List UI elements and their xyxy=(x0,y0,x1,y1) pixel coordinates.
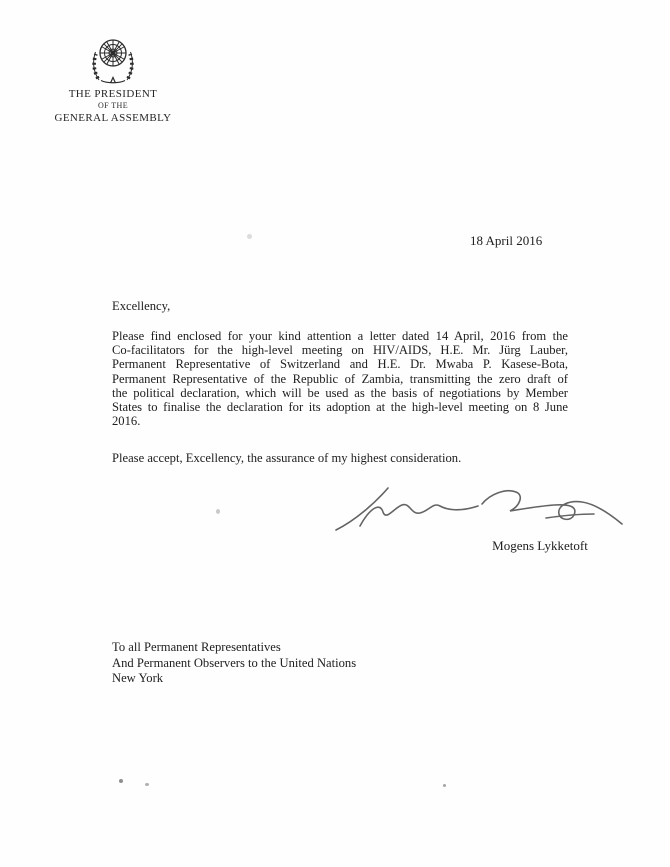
letter-date: 18 April 2016 xyxy=(470,233,543,248)
letterhead xyxy=(52,36,174,124)
recipient-line3: New York xyxy=(112,671,164,685)
letterhead-line2: OF THE xyxy=(97,101,129,110)
scan-artifact-dot xyxy=(443,784,446,787)
scan-artifact-dot xyxy=(216,509,220,514)
signatory-name: Mogens Lykketoft xyxy=(492,538,588,553)
recipient-line2: And Permanent Observers to the United Nations xyxy=(112,655,357,670)
scan-artifact-dot xyxy=(145,783,149,786)
letter-body xyxy=(112,299,568,466)
letterhead-line3: GENERAL ASSEMBLY xyxy=(54,112,172,124)
signature-block xyxy=(330,478,630,554)
body-paragraph-1: Please find enclosed for your kind attention a letter dated 14 April, 2016 from the Co-facilitators for the high-level meeting on HIV/AIDS, H.E. Mr. Jürg Lauber, Permanent Representative of Switzerland and H.E. Dr. Mwaba P. Kasese-Bota, Permanent Representative of the Republic of Zambia, transmitting the zero draft of the political declaration, which will be used as the basis of negotiations by Member States to finalise the declaration for its adoption at the high-level meeting on 8 June 2016. xyxy=(112,329,568,429)
recipient-line1: To all Permanent Representatives xyxy=(112,640,281,654)
handwritten-signature-icon xyxy=(330,478,630,536)
scan-artifact-dot xyxy=(119,779,123,783)
scan-artifact-dot xyxy=(247,234,252,239)
recipient-block xyxy=(112,640,356,687)
un-emblem-icon xyxy=(89,36,137,84)
letterhead-line1: THE PRESIDENT xyxy=(68,88,158,100)
body-paragraph-2: Please accept, Excellency, the assurance of my highest consideration. xyxy=(112,451,462,466)
salutation: Excellency, xyxy=(112,299,171,313)
